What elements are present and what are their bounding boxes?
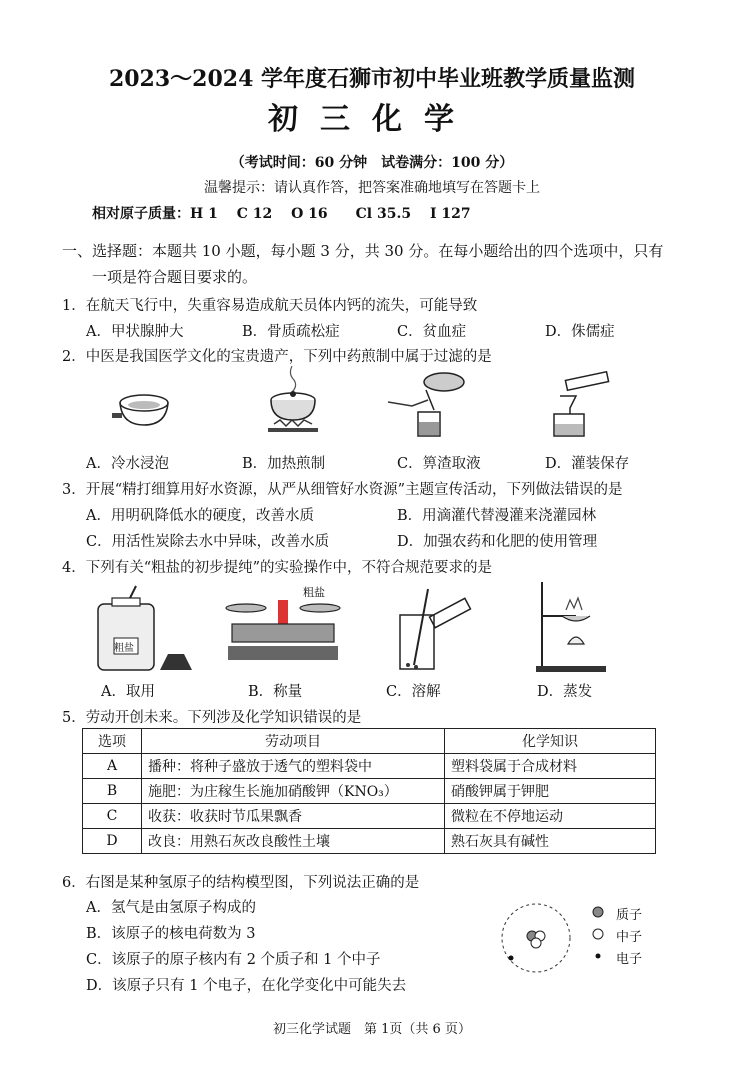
dissolving-image	[386, 585, 476, 675]
q5-table	[82, 728, 656, 854]
decocting-pot-image	[258, 362, 328, 437]
table-cell: B	[83, 779, 142, 804]
table-cell: 改良：用熟石灰改良酸性土壤	[142, 829, 445, 854]
table-header: 选项	[83, 729, 142, 754]
table-row[interactable]	[83, 804, 656, 829]
q3-option-c[interactable]: C．用活性炭除去水中异味，改善水质	[86, 534, 330, 550]
table-cell: 硝酸钾属于钾肥	[445, 779, 656, 804]
q1-option-d[interactable]: D．侏儒症	[545, 324, 615, 340]
q4-option-b[interactable]: B．称量	[248, 684, 303, 700]
table-header: 化学知识	[445, 729, 656, 754]
q3-option-d[interactable]: D．加强农药和化肥的使用管理	[397, 534, 598, 550]
table-header: 劳动项目	[142, 729, 445, 754]
q1-option-b[interactable]: B．骨质疏松症	[242, 324, 340, 340]
q4-option-c[interactable]: C．溶解	[386, 684, 441, 700]
q3-option-b[interactable]: B．用滴灌代替漫灌来浇灌园林	[397, 508, 597, 524]
table-cell: 微粒在不停地运动	[445, 804, 656, 829]
q2-option-d[interactable]: D．灌装保存	[545, 456, 630, 472]
table-row[interactable]	[83, 754, 656, 779]
subject-title: 初三化学	[268, 102, 476, 137]
section-heading-cont: 一项是符合题目要求的。	[92, 268, 258, 286]
q6-option-b[interactable]: B．该原子的核电荷数为 3	[86, 926, 256, 942]
q5-stem: 5．劳动开创未来。下列涉及化学知识错误的是	[62, 710, 362, 726]
q4-option-d[interactable]: D．蒸发	[537, 684, 593, 700]
q6-stem: 6．右图是某种氢原子的结构模型图，下列说法正确的是	[62, 875, 420, 891]
q2-option-b[interactable]: B．加热煎制	[242, 456, 326, 472]
table-cell: 收获：收获时节瓜果飘香	[142, 804, 445, 829]
legend-proton: 质子	[616, 908, 643, 923]
table-cell: D	[83, 829, 142, 854]
section-heading: 一、选择题：本题共 10 小题，每小题 3 分，共 30 分。在每小题给出的四个选项中，只有	[62, 242, 664, 260]
salt-jar-image	[88, 578, 200, 676]
table-row[interactable]	[83, 779, 656, 804]
tip-text: 温馨提示：请认真作答，把答案准确地填写在答题卡上	[204, 180, 540, 196]
atom-legend-symbols	[591, 905, 605, 965]
q3-stem: 3．开展“精打细算用好水资源，从严从细管好水资源”主题宣传活动，下列做法错误的是	[62, 482, 623, 498]
balance-label: 粗盐	[303, 586, 325, 599]
table-cell: 熟石灰具有碱性	[445, 829, 656, 854]
balance-image	[218, 592, 348, 668]
page-footer: 初三化学试题 第 1页（共 6 页）	[273, 1022, 471, 1037]
q6-option-d[interactable]: D．该原子只有 1 个电子，在化学变化中可能失去	[86, 978, 407, 994]
table-cell: 塑料袋属于合成材料	[445, 754, 656, 779]
atom-model-diagram	[496, 898, 576, 978]
table-cell: 播种：将种子盛放于透气的塑料袋中	[142, 754, 445, 779]
q2-option-a[interactable]: A．冷水浸泡	[86, 456, 169, 472]
salt-jar-label: 粗盐	[114, 643, 134, 654]
q6-option-a[interactable]: A．氢气是由氢原子构成的	[86, 900, 256, 916]
evaporation-image	[536, 578, 608, 676]
soaking-pot-image	[108, 385, 188, 435]
q2-option-c[interactable]: C．箅渣取液	[397, 456, 481, 472]
legend-neutron: 中子	[616, 930, 643, 945]
table-cell: 施肥：为庄稼生长施加硝酸钾（KNO₃）	[142, 779, 445, 804]
exam-info: （考试时间：60 分钟 试卷满分：100 分）	[230, 155, 514, 171]
table-row[interactable]	[83, 829, 656, 854]
q6-option-c[interactable]: C．该原子的原子核内有 2 个质子和 1 个中子	[86, 952, 381, 968]
table-cell: A	[83, 754, 142, 779]
q1-stem: 1．在航天飞行中，失重容易造成航天员体内钙的流失，可能导致	[62, 298, 478, 314]
atomic-mass: 相对原子质量：H 1 C 12 O 16 Cl 35.5 I 127	[92, 206, 471, 222]
bottling-image	[540, 370, 620, 440]
table-header-row	[83, 729, 656, 754]
q4-stem: 4．下列有关“粗盐的初步提纯”的实验操作中，不符合规范要求的是	[62, 560, 493, 576]
q1-option-a[interactable]: A．甲状腺肿大	[86, 324, 184, 340]
table-cell: C	[83, 804, 142, 829]
q4-option-a[interactable]: A．取用	[101, 684, 155, 700]
legend-electron: 电子	[616, 952, 643, 967]
q1-option-c[interactable]: C．贫血症	[397, 324, 467, 340]
exam-title: 2023～2024 学年度石狮市初中毕业班教学质量监测	[108, 66, 636, 92]
straining-image	[382, 362, 482, 442]
q2-stem: 2．中医是我国医学文化的宝贵遗产，下列中药煎制中属于过滤的是	[62, 349, 492, 365]
q3-option-a[interactable]: A．用明矾降低水的硬度，改善水质	[86, 508, 314, 524]
